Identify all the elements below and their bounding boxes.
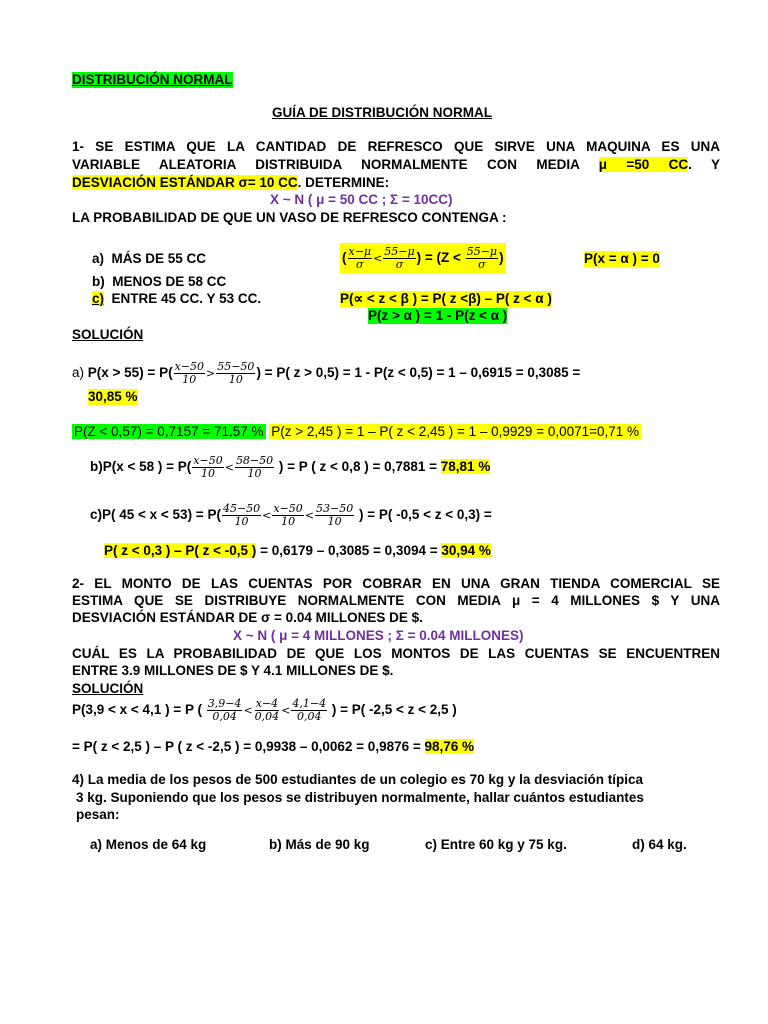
formula-equals: ) = (Z < (416, 250, 461, 265)
fraction (466, 246, 498, 271)
operator: < (304, 509, 315, 522)
p1-mean-value: μ =50 CC (598, 157, 689, 172)
p1-line1: 1- SE ESTIMA QUE LA CANTIDAD DE REFRESCO QUE SIRVE UNA MAQUINA ES UNA (72, 139, 720, 154)
document-subtitle: GUÍA DE DISTRIBUCIÓN NORMAL (272, 105, 492, 120)
operator: < (243, 704, 253, 717)
fraction-denominator: 10 (228, 372, 243, 386)
z-line-first: P(Z < 0,57) = 0,7157 = 71,57 % (74, 424, 264, 439)
p1-option-c-label: c) (92, 291, 105, 306)
operator: < (224, 461, 234, 474)
sol-c-calc: = 0,6179 – 0,3085 = 0,3094 = (256, 543, 438, 558)
p2-eq-rest: ) = P( -2,5 < z < 2,5 ) (331, 702, 457, 717)
fraction-denominator: σ (395, 257, 404, 271)
p1-option-b (92, 274, 226, 290)
p4-option-b: b) Más de 90 kg (269, 837, 370, 852)
fraction (174, 361, 205, 386)
p1-option-a (92, 251, 206, 267)
p2-equation (72, 695, 457, 726)
fraction (222, 503, 261, 528)
p1-complement-formula: P(z > α ) = 1 - P(z < α ) (368, 308, 508, 323)
sol-a-rest: ) = P( z > 0,5) = 1 - P(z < 0,5) = 1 – 0,6915 = 0,3085 = (256, 365, 581, 380)
p1-option-c-text: ENTRE 45 CC. Y 53 CC. (111, 291, 262, 306)
fraction-denominator: 10 (247, 466, 262, 480)
p1-option-a-text: MÁS DE 55 CC (111, 251, 207, 266)
p1-option-b-text: MENOS DE 58 CC (112, 274, 227, 289)
p2-distribution: X ~ N ( μ = 4 MILLONES ; Σ = 0.04 MILLONES) (233, 628, 524, 643)
sol-c-difference: P( z < 0,3 ) – P( z < -0,5 ) (104, 543, 257, 558)
fraction-numerator: 4,1−4 (292, 696, 327, 710)
fraction-denominator: σ (478, 257, 486, 271)
fraction-numerator: 3,9−4 (207, 696, 242, 710)
fraction-denominator: 0,04 (254, 709, 280, 723)
p1-interval-formula: P(∝ < z < β ) = P( z <β) – P( z < α ) (340, 291, 552, 306)
p4-line2: 3 kg. Suponiendo que los pesos se distribuyen normalmente, hallar cuántos estudiantes (76, 790, 644, 805)
fraction-denominator: 10 (327, 514, 342, 528)
sol-b-result: 78,81 % (440, 459, 491, 474)
fraction (235, 455, 274, 480)
sol-a-prefix: a) (72, 365, 85, 380)
sol-b-rest: ) = P ( z < 0,8 ) = 0,7881 = (275, 459, 438, 474)
p1-determine: . DETERMINE: (297, 175, 390, 190)
fraction (254, 698, 281, 723)
z-line (72, 424, 641, 440)
operator: > (206, 367, 216, 380)
fraction-numerator: x−50 (174, 359, 204, 373)
fraction-numerator: 53−50 (316, 501, 354, 515)
fraction-numerator: 58−50 (235, 453, 274, 467)
p1-distribution: X ~ N ( μ = 50 CC ; Σ = 10CC) (270, 192, 453, 207)
p1-line3 (72, 175, 389, 191)
z-line-second: P(z > 2,45 ) = 1 – P( z < 2,45 ) = 1 – 0,9929 = 0,0071=0,71 % (271, 424, 640, 439)
fraction (192, 455, 223, 480)
fraction-numerator: x−50 (193, 453, 223, 467)
p1-std-dev: DESVIACIÓN ESTÁNDAR σ= 10 CC (72, 175, 298, 190)
p4-line3: pesan: (76, 807, 120, 822)
fraction (207, 698, 243, 723)
fraction-numerator: 55−50 (217, 359, 255, 373)
p2-eq-start: P(3,9 < x < 4,1 ) = P ( (72, 702, 202, 717)
sol-b-start: b)P(x < 58 ) = P( (90, 459, 192, 474)
p2-final-calc: = P( z < 2,5 ) – P ( z < -2,5 ) = 0,9938 – 0,0062 = 0,9876 = (72, 739, 421, 754)
fraction-denominator: 0,04 (296, 709, 322, 723)
fraction (348, 246, 373, 271)
formula-open-paren: ( (342, 250, 347, 265)
p2-line4: CUÁL ES LA PROBABILIDAD DE QUE LOS MONTOS DE LAS CUENTAS SE ENCUENTREN (72, 646, 720, 661)
fraction (272, 503, 303, 528)
fraction-denominator: 10 (182, 372, 197, 386)
p1-solution-heading: SOLUCIÓN (72, 327, 144, 342)
sol-c-line (90, 500, 492, 531)
operator: < (373, 252, 383, 265)
sol-a-start: P(x > 55) = P( (87, 365, 173, 380)
formula-close-paren: ) (499, 250, 504, 265)
fraction-denominator: σ (356, 257, 364, 271)
fraction (216, 361, 255, 386)
fraction (315, 503, 354, 528)
fraction-numerator: x−4 (255, 696, 279, 710)
sol-c-rest: ) = P( -0,5 < z < 0,3) = (355, 507, 492, 522)
operator: < (281, 704, 291, 717)
document-title: DISTRIBUCIÓN NORMAL (72, 72, 233, 87)
p1-option-c (92, 291, 261, 307)
p4-line1: 4) La media de los pesos de 500 estudiantes de un colegio es 70 kg y la desviación típica (72, 772, 643, 787)
p1-point-probability: P(x = α ) = 0 (584, 251, 660, 266)
p2-line3: DESVIACIÓN ESTÁNDAR DE σ = 0.04 MILLONES DE $. (72, 610, 423, 625)
sol-a-line (72, 358, 722, 389)
fraction (383, 246, 415, 271)
p2-result: 98,76 % (424, 739, 475, 754)
p1-standardization-formula (340, 243, 506, 274)
operator: < (262, 509, 272, 522)
p1-line2-text: VARIABLE ALEATORIA DISTRIBUIDA NORMALMENTE CON MEDIA (72, 157, 580, 172)
p2-line1: 2- EL MONTO DE LAS CUENTAS POR COBRAR EN UNA GRAN TIENDA COMERCIAL SE (72, 576, 720, 591)
p1-line2-mu (599, 157, 720, 172)
p1-option-a-label: a) (92, 251, 105, 266)
sol-c-line2 (104, 543, 491, 559)
fraction-denominator: 0,04 (212, 709, 237, 723)
p2-line2: ESTIMA QUE SE DISTRIBUYE NORMALMENTE CON MEDIA μ = 4 MILLONES $ Y UNA (72, 593, 720, 608)
sol-c-start: c)P( 45 < x < 53) = P( (90, 507, 221, 522)
fraction-numerator: 55−μ (466, 244, 498, 258)
fraction (291, 698, 327, 723)
p1-line2 (72, 157, 720, 173)
p2-line5: ENTRE 3.9 MILLONES DE $ Y 4.1 MILLONES DE $. (72, 663, 394, 678)
p2-final-line (72, 739, 474, 755)
fraction-denominator: 10 (281, 514, 296, 528)
fraction-numerator: 55−μ (384, 244, 415, 258)
p2-solution-heading: SOLUCIÓN (72, 681, 144, 696)
p1-question: LA PROBABILIDAD DE QUE UN VASO DE REFRESCO CONTENGA : (72, 210, 507, 225)
sol-a-result: 30,85 % (88, 389, 138, 404)
fraction-numerator: 45−50 (222, 501, 261, 515)
p4-option-d: d) 64 kg. (632, 837, 687, 852)
p4-option-a: a) Menos de 64 kg (90, 837, 207, 852)
fraction-numerator: x−50 (273, 501, 303, 515)
p4-option-c: c) Entre 60 kg y 75 kg. (425, 837, 567, 852)
p1-line2-end: . Y (688, 157, 720, 172)
fraction-denominator: 10 (234, 514, 249, 528)
fraction-numerator: x−μ (348, 244, 372, 258)
sol-c-result: 30,94 % (441, 543, 491, 558)
sol-b-line (90, 452, 490, 483)
fraction-denominator: 10 (201, 466, 215, 480)
p1-option-b-label: b) (92, 274, 105, 289)
